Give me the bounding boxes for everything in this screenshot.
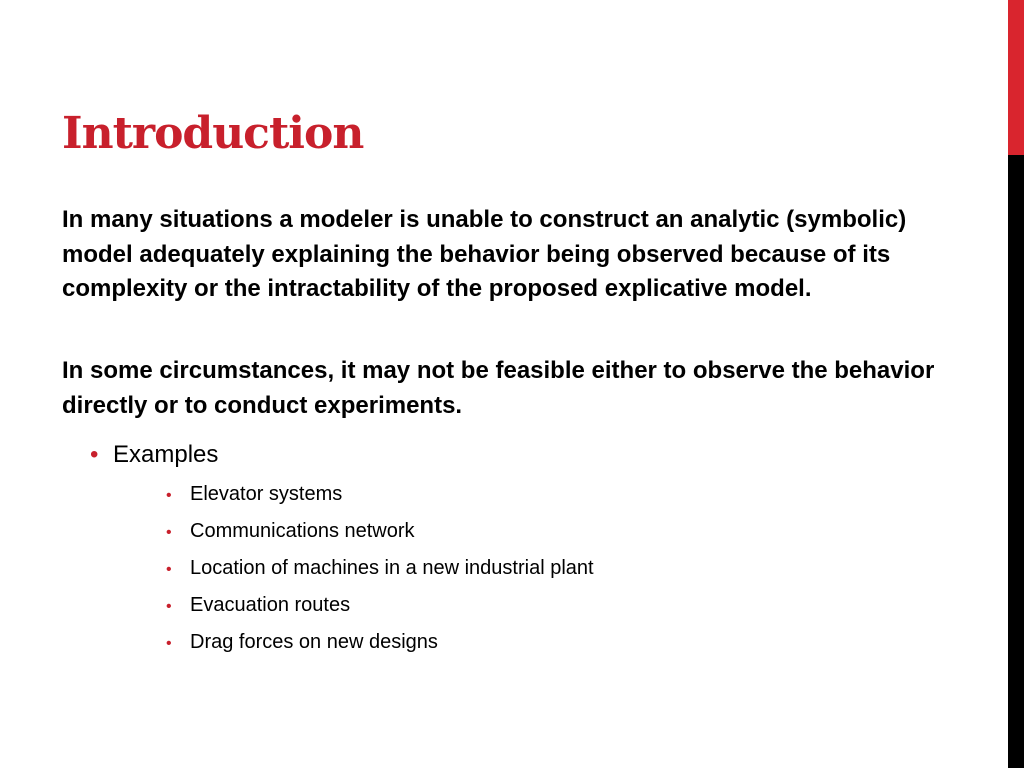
bullet-icon: • [166, 561, 172, 578]
slide-title: Introduction [62, 108, 364, 159]
list-item-label: Drag forces on new designs [190, 631, 438, 653]
list-item [166, 626, 594, 663]
list-item [166, 515, 594, 552]
list-item [166, 552, 594, 589]
examples-list [166, 478, 594, 663]
bullet-icon: • [166, 598, 172, 615]
list-item-label: Communications network [190, 520, 415, 542]
accent-bar-black [1008, 155, 1024, 768]
examples-bullet [90, 439, 218, 471]
bullet-icon: • [90, 441, 99, 468]
list-item-label: Evacuation routes [190, 594, 351, 616]
list-item [166, 589, 594, 626]
paragraph-1: In many situations a modeler is unable to construct an analytic (symbolic) model adequately explaining the behavior being observed because of its complexity or the intractability of the proposed explicative model. [62, 206, 907, 302]
list-item-label: Location of machines in a new industrial plant [190, 557, 594, 579]
examples-label: Examples [113, 441, 219, 468]
bullet-icon: • [166, 524, 172, 541]
bullet-icon: • [166, 635, 172, 652]
accent-bar-red [1008, 0, 1024, 155]
list-item [166, 478, 594, 515]
paragraph-2: In some circumstances, it may not be feasible either to observe the behavior directly or to conduct experiments. [62, 357, 935, 419]
list-item-label: Elevator systems [190, 483, 343, 505]
bullet-icon: • [166, 487, 172, 504]
